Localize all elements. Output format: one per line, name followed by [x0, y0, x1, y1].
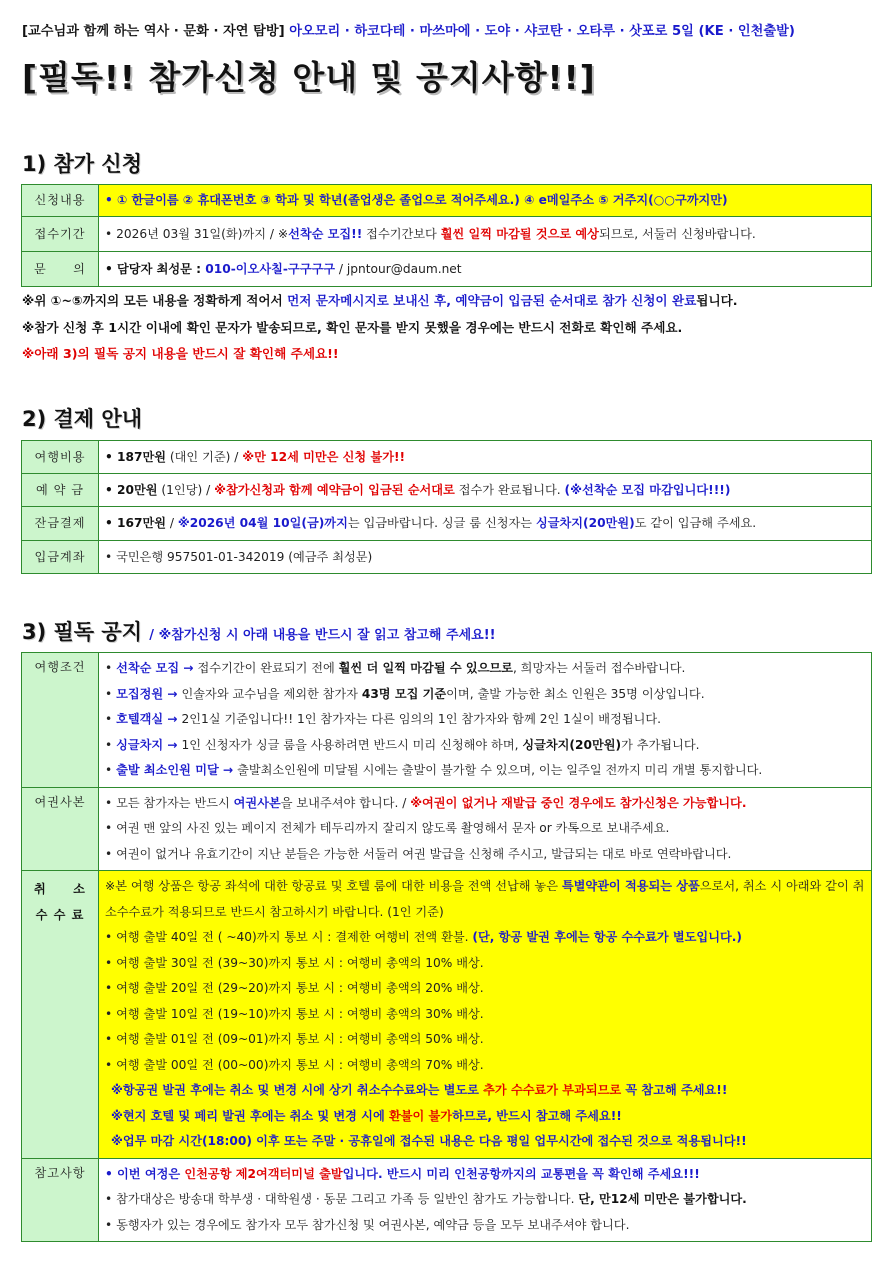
row-label: 문 의	[22, 252, 99, 287]
row-content	[99, 653, 872, 788]
table-row	[22, 507, 872, 541]
row-content: • ① 한글이름 ② 휴대폰번호 ③ 학과 및 학년(졸업생은 졸업으로 적어주세요.) ④ e메일주소 ⑤ 거주지(○○구까지만)	[99, 185, 872, 217]
row-content	[99, 787, 872, 871]
row-content: • 187만원 (대인 기준) / ※만 12세 미만은 신청 불가!!	[99, 441, 872, 474]
row-label: 예 약 금	[22, 474, 99, 507]
list-item: • 출발 최소인원 미달 → 출발최소인원에 미달될 시에는 출발이 불가할 수 있으며, 이는 일주일 전까지 미리 개별 통지합니다.	[105, 763, 763, 777]
notice-table	[21, 652, 872, 1242]
table-row	[22, 252, 872, 287]
cancel-note: ※항공권 발권 후에는 취소 및 변경 시에 상기 취소수수료와는 별도로 추가 수수료가 부과되므로 꼭 참고해 주세요!!	[111, 1083, 728, 1097]
table-row	[22, 871, 872, 1159]
row-label: 참고사항	[22, 1158, 99, 1242]
table-row	[22, 787, 872, 871]
section-2-title: 2) 결제 안내	[22, 407, 142, 431]
row-content: • 20만원 (1인당) / ※참가신청과 함께 예약금이 입금된 순서대로 접수가 완료됩니다. (※선착순 모집 마감입니다!!!)	[99, 474, 872, 507]
list-item: • 여권이 없거나 유효기간이 지난 분들은 가능한 서둘러 여권 발급을 신청해 주시고, 발급되는 대로 바로 연락바랍니다.	[105, 846, 732, 861]
list-item: • 모든 참가자는 반드시 여권사본을 보내주셔야 합니다. / ※여권이 없거나 재발급 중인 경우에도 참가신청은 가능합니다.	[105, 795, 747, 810]
list-item: • 여행 출발 00일 전 (00~00)까지 통보 시 : 여행비 총액의 70% 배상.	[105, 1057, 484, 1072]
list-item: • 여행 출발 30일 전 (39~30)까지 통보 시 : 여행비 총액의 10% 배상.	[105, 955, 484, 970]
note-2: ※참가 신청 후 1시간 이내에 확인 문자가 발송되므로, 확인 문자를 받지 못했을 경우에는 반드시 전화로 확인해 주세요.	[22, 320, 683, 335]
row-content: • 담당자 최성문 : 010-이오사칠-구구구구 / jpntour@daum.net	[99, 252, 872, 287]
row-label: 잔금결제	[22, 507, 99, 541]
list-item: • 참가대상은 방송대 학부생 · 대학원생 · 동문 그리고 가족 등 일반인 참가도 가능합니다. 단, 만12세 미만은 불가합니다.	[105, 1192, 747, 1206]
table-row	[22, 474, 872, 507]
header-line	[22, 20, 882, 39]
list-item: • 여행 출발 20일 전 (29~20)까지 통보 시 : 여행비 총액의 20% 배상.	[105, 981, 484, 995]
application-table	[21, 184, 872, 287]
header-tour: 아오모리 · 하코다테 · 마쓰마에 · 도야 · 샤코탄 · 오타루 · 삿포로 5일 (KE · 인천출발)	[289, 24, 795, 39]
row-content: • 2026년 03월 31일(화)까지 / ※선착순 모집!! 접수기간보다 훨씬 일찍 마감될 것으로 예상되므로, 서둘러 신청바랍니다.	[99, 217, 872, 252]
section-3-title: 3) 필독 공지 / ※참가신청 시 아래 내용을 반드시 잘 읽고 참고해 주세요!!	[22, 620, 496, 644]
row-label: 접수기간	[22, 217, 99, 252]
table-row	[22, 1158, 872, 1242]
row-label: 신청내용	[22, 185, 99, 217]
list-item: • 모집정원 → 인솔자와 교수님을 제외한 참가자 43명 모집 기준이며, 출발 가능한 최소 인원은 35명 이상입니다.	[105, 686, 705, 701]
list-item: • 여행 출발 01일 전 (09~01)까지 통보 시 : 여행비 총액의 50% 배상.	[105, 1032, 484, 1046]
row-content: • 167만원 / ※2026년 04월 10일(금)까지는 입금바랍니다. 싱글 룸 신청자는 싱글차지(20만원)도 같이 입금해 주세요.	[99, 507, 872, 541]
row-label: 여행조건	[22, 653, 99, 788]
list-item: • 여행 출발 10일 전 (19~10)까지 통보 시 : 여행비 총액의 30% 배상.	[105, 1006, 484, 1021]
table-row	[22, 541, 872, 574]
cancel-intro: ※본 여행 상품은 항공 좌석에 대한 항공료 및 호텔 룸에 대한 비용을 전액 선납해 놓은 특별약관이 적용되는 상품으로서, 취소 시 아래와 같이 취소수수료가 적용되므로 반드시 참고하시기 바랍니다. (1인 기준)	[105, 879, 865, 919]
list-item: • 호텔객실 → 2인1실 기준입니다!! 1인 참가자는 다른 임의의 1인 참가자와 함께 2인 1실이 배정됩니다.	[105, 712, 662, 726]
note-3: ※아래 3)의 필독 공지 내용을 반드시 잘 확인해 주세요!!	[22, 346, 339, 361]
row-content	[99, 1158, 872, 1242]
row-content: • 국민은행 957501-01-342019 (예금주 최성문)	[99, 541, 872, 574]
row-label: 취 소 수 수 료	[22, 871, 99, 1159]
list-item: • 여행 출발 40일 전 ( ~40)까지 통보 시 : 결제한 여행비 전액 환불. (단, 항공 발권 후에는 항공 수수료가 별도입니다.)	[105, 930, 742, 944]
row-content	[99, 871, 872, 1159]
note-1: ※위 ①~⑤까지의 모든 내용을 정확하게 적어서 먼저 문자메시지로 보내신 후, 예약금이 입금된 순서대로 참가 신청이 완료됩니다.	[22, 293, 738, 308]
list-item: • 동행자가 있는 경우에도 참가자 모두 참가신청 및 여권사본, 예약금 등을 모두 보내주셔야 합니다.	[105, 1217, 630, 1232]
list-item: • 여권 맨 앞의 사진 있는 페이지 전체가 테두리까지 잘리지 않도록 촬영해서 문자 or 카톡으로 보내주세요.	[105, 821, 670, 835]
row-label: 여행비용	[22, 441, 99, 474]
table-row	[22, 185, 872, 217]
list-item: • 선착순 모집 → 접수기간이 완료되기 전에 훨씬 더 일찍 마감될 수 있으므로, 희망자는 서둘러 접수바랍니다.	[105, 661, 686, 675]
page-title: [필독!! 참가신청 안내 및 공지사항!!]	[22, 58, 596, 97]
cancel-note: ※업무 마감 시간(18:00) 이후 또는 주말 · 공휴일에 접수된 내용은 다음 평일 업무시간에 접수된 것으로 적용됩니다!!	[111, 1134, 747, 1148]
payment-table	[21, 440, 872, 574]
table-row	[22, 441, 872, 474]
header-prefix: [교수님과 함께 하는 역사 · 문화 · 자연 탐방]	[22, 24, 285, 39]
row-label: 입금계좌	[22, 541, 99, 574]
table-row	[22, 217, 872, 252]
cancel-note: ※현지 호텔 및 페리 발권 후에는 취소 및 변경 시에 환불이 불가하므로, 반드시 참고해 주세요!!	[111, 1108, 622, 1123]
section-3-subtitle: / ※참가신청 시 아래 내용을 반드시 잘 읽고 참고해 주세요!!	[149, 628, 496, 643]
row-label: 여권사본	[22, 787, 99, 871]
table-row	[22, 653, 872, 788]
list-item: • 이번 여정은 인천공항 제2여객터미널 출발입니다. 반드시 미리 인천공항까지의 교통편을 꼭 확인해 주세요!!!	[105, 1166, 700, 1181]
list-item: • 싱글차지 → 1인 신청자가 싱글 룸을 사용하려면 반드시 미리 신청해야 하며, 싱글차지(20만원)가 추가됩니다.	[105, 737, 700, 752]
section-1-title: 1) 참가 신청	[22, 152, 142, 176]
